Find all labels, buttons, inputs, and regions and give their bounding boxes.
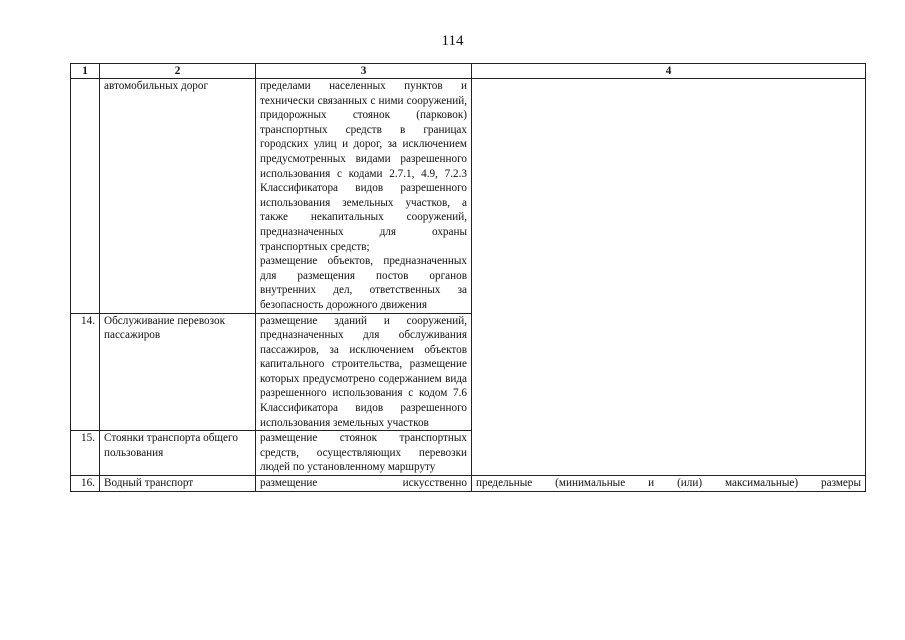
- row-number: [71, 79, 100, 314]
- parameters-cell: предельные (минимальные и (или) максимальные) размеры: [472, 476, 866, 492]
- description-paragraph: размещение зданий и сооружений, предназначенных для обслуживания пассажиров, за исключением объектов капитального строительства, размещение которых предусмотрено содержанием вида разрешенного использования с кодом 7.6 Классификатора видов разрешенного использования земельных участков: [260, 314, 467, 429]
- use-type-name: Обслуживание перевозок пассажиров: [100, 313, 256, 431]
- description-paragraph: пределами населенных пунктов и технически связанных с ними сооружений, придорожных стоянок (парковок) транспортных средств в границах городских улиц и дорог, за исключением предусмотренных видами разрешенного использования с кодами 2.7.1, 4.9, 7.2.3 Классификатора видов разрешенного использования земельных участков, а также некапитальных сооружений, предназначенных для охраны транспортных средств;: [260, 80, 467, 253]
- header-col-2: 2: [100, 64, 256, 79]
- page-number: 114: [441, 33, 464, 49]
- row-number: 15.: [71, 431, 100, 476]
- use-type-description: [256, 79, 472, 314]
- use-type-description: [256, 313, 472, 431]
- header-col-3: 3: [256, 64, 472, 79]
- row-number: 16.: [71, 476, 100, 492]
- land-use-table: [70, 63, 866, 492]
- table-header-row: [71, 64, 866, 79]
- parameters-cell: [472, 79, 866, 476]
- header-col-1: 1: [71, 64, 100, 79]
- description-paragraph: размещение объектов, предназначенных для размещения постов органов внутренних дел, ответственных за безопасность дорожного движения: [260, 255, 467, 311]
- use-type-description: [256, 431, 472, 476]
- use-type-name: Водный транспорт: [100, 476, 256, 492]
- use-type-name: Стоянки транспорта общего пользования: [100, 431, 256, 476]
- description-paragraph: размещение стоянок транспортных средств, осуществляющих перевозки людей по установленному маршруту: [260, 432, 467, 474]
- row-number: 14.: [71, 313, 100, 431]
- use-type-name: автомобильных дорог: [100, 79, 256, 314]
- header-col-4: 4: [472, 64, 866, 79]
- use-type-description: размещение искусственно: [256, 476, 472, 492]
- table-row: [71, 79, 866, 314]
- table-row: [71, 476, 866, 492]
